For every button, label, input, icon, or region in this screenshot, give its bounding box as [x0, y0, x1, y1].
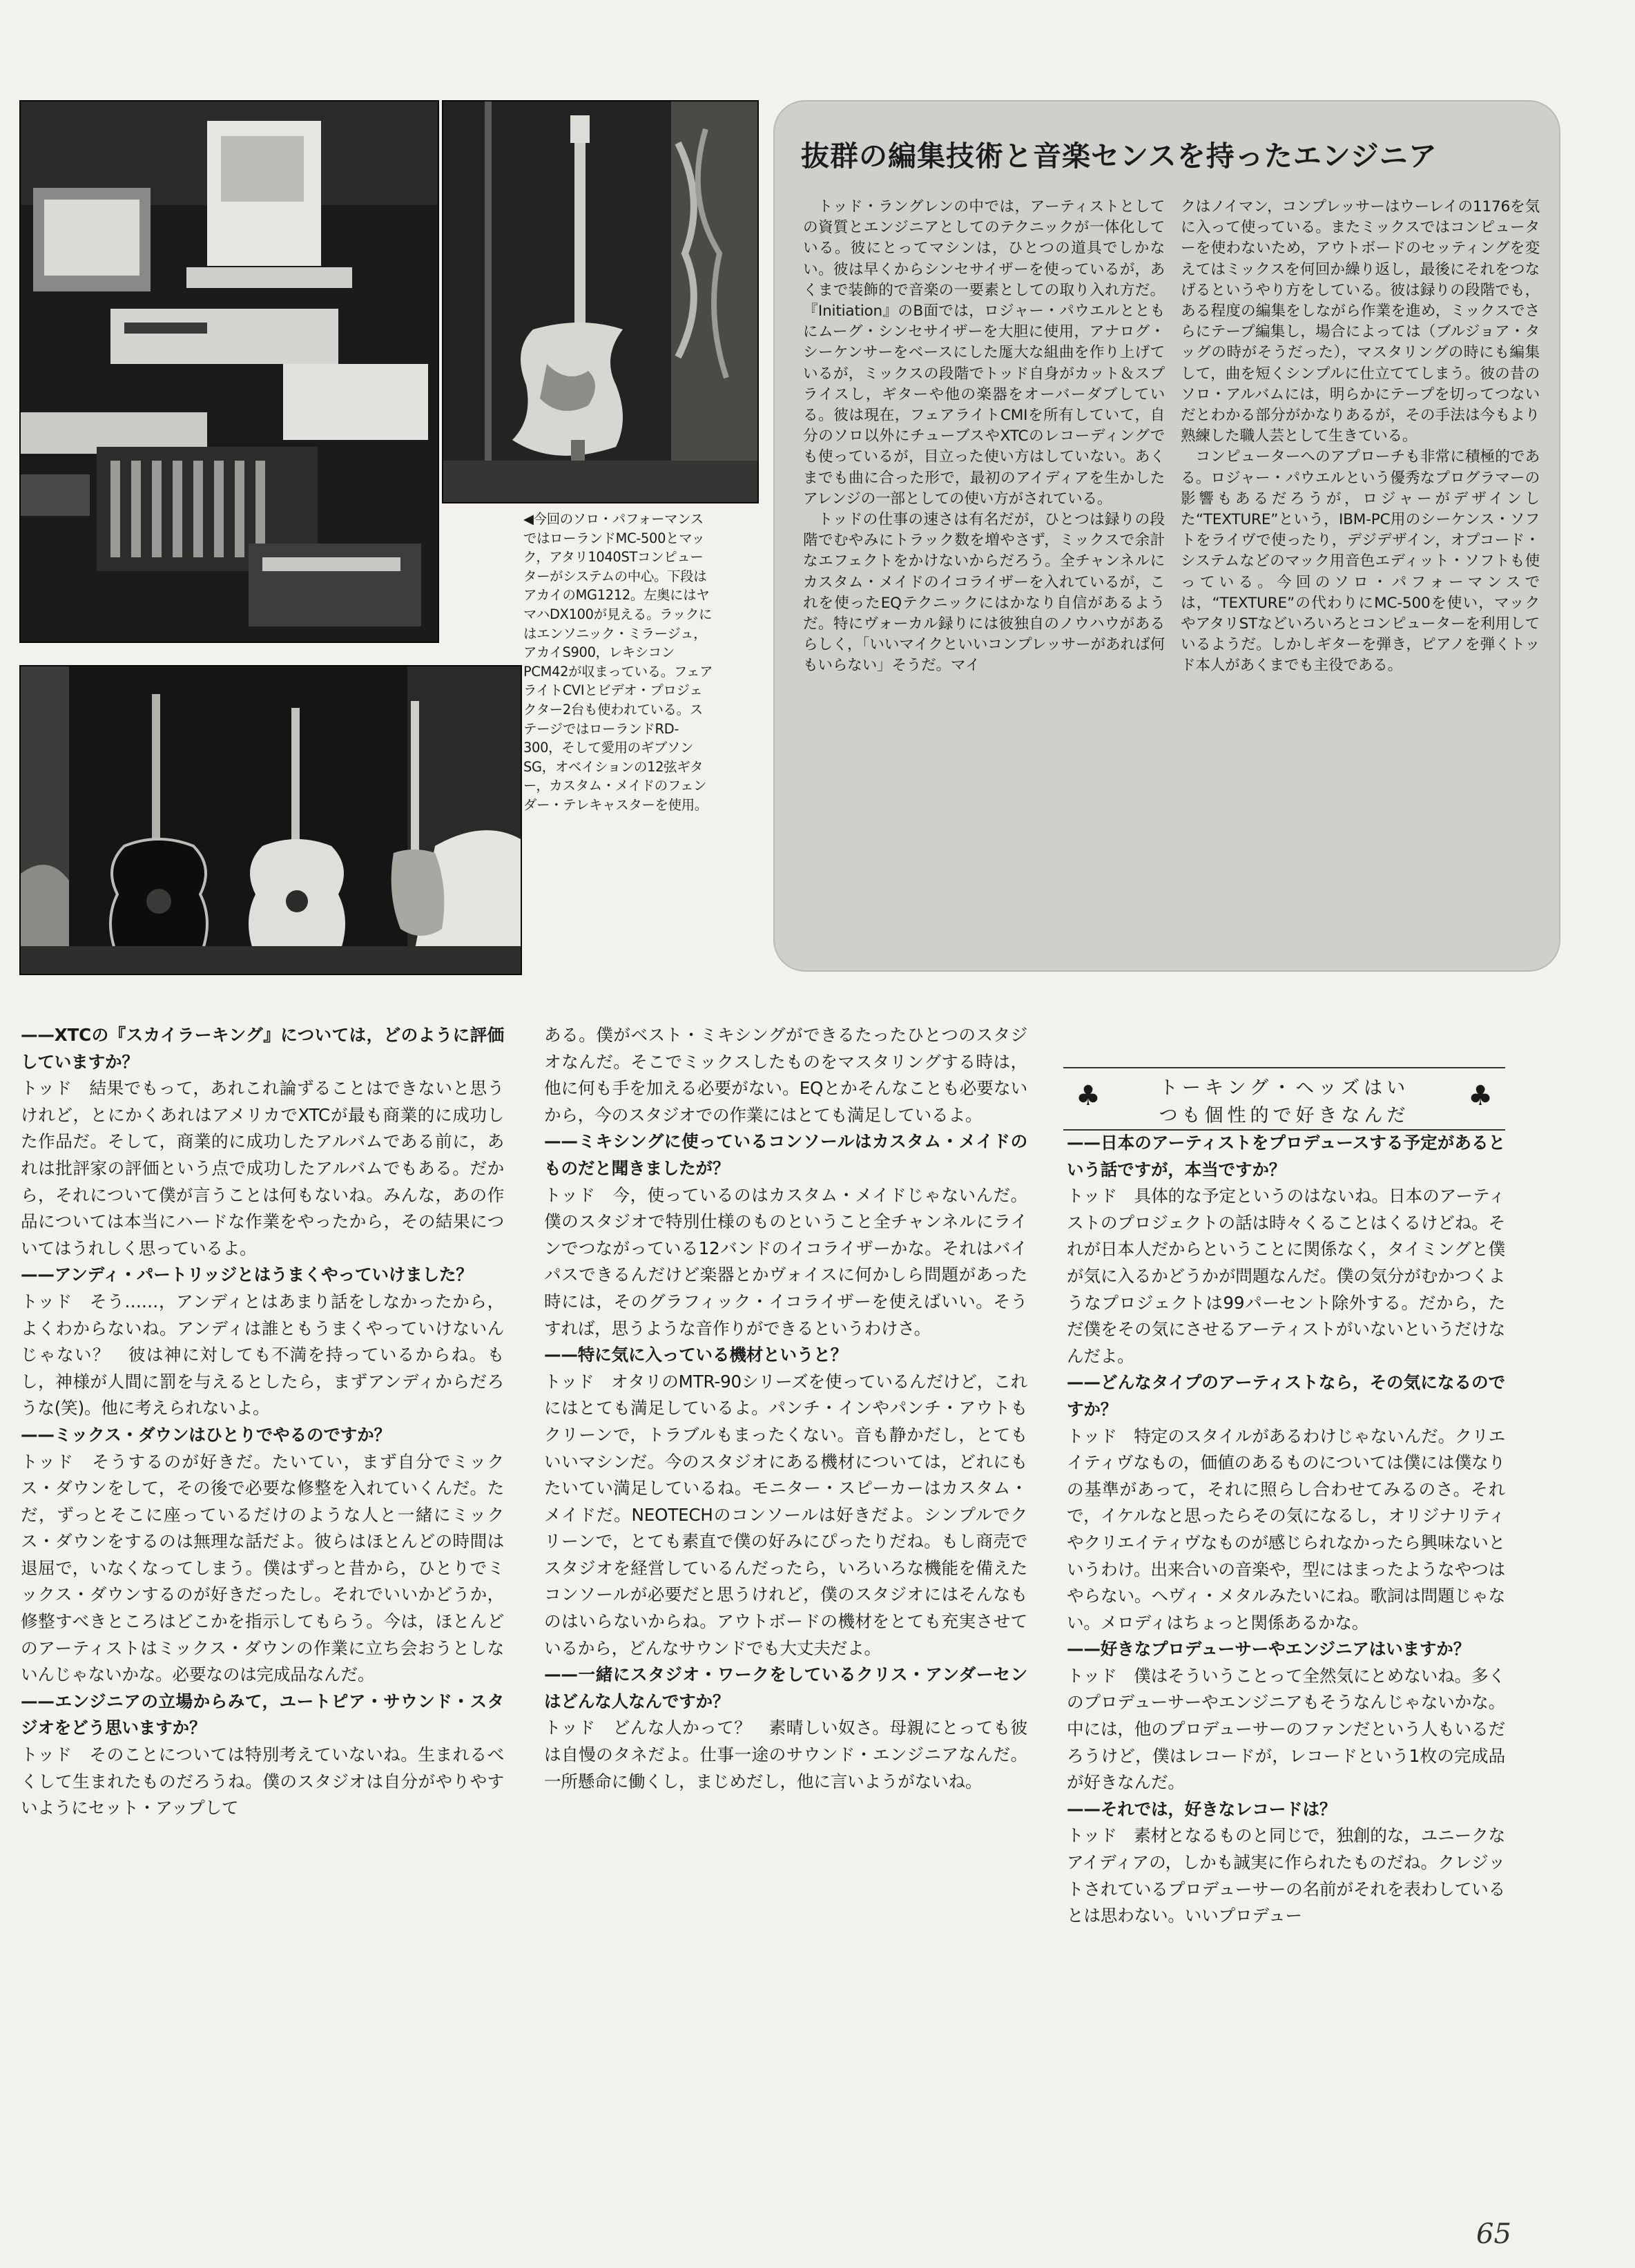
interview-question: ——それでは，好きなレコードは？	[1067, 1798, 1337, 1819]
interview-question: ——どんなタイプのアーティストなら，その気になるのですか？	[1067, 1372, 1505, 1419]
interview-answer: トッド 結果でもって，あれこれ論ずることはできないと思うけれど，とにかくあれはアメリカでXTCが最も商業的に成功した作品だ。そして，商業的に成功したアルバムである前に，あれは批評家の評価という点で成功したアルバムでもある。だから，それについて僕が言うことは何もないね。みんな，あの作品については本当にハードな作業をやったから，その結果についてはうれしく思っているよ。	[21, 1078, 504, 1258]
section-heading	[1063, 1067, 1505, 1131]
section-heading-line-1: トーキング・ヘッズはい	[1159, 1077, 1410, 1099]
photo-acoustic-guitars	[19, 665, 522, 975]
interview-answer: トッド 特定のスタイルがあるわけじゃないんだ。クリエイティヴなもの，価値のあるものについては僕には僕なりの基準があって，それに照らし合わせてみるのさ。それで，イケルなと思ったらその気になるし，オリジナリティやクリエイティヴなものが感じられなかったら興味ないというわけ。出来合いの音楽や，型にはまったようなやつはやらない。ヘヴィ・メタルみたいにね。歌詞は問題じゃない。メロディはちょっと関係あるかな。	[1067, 1425, 1505, 1633]
photo-studio-equipment	[19, 100, 439, 643]
interview-answer: ある。僕がベスト・ミキシングができるたったひとつのスタジオなんだ。そこでミックスしたものをマスタリングする時は，他に何も手を加える必要がない。EQとかそんなことも必要ないから，今のスタジオでの作業にはとても満足しているよ。	[544, 1025, 1027, 1125]
interview-question: ——特に気に入っている機材というと？	[544, 1345, 848, 1365]
interview-column-1	[21, 1022, 504, 1822]
sidebar-title: 抜群の編集技術と音楽センスを持ったエンジニア	[801, 140, 1438, 173]
photo-guitar-sg	[442, 100, 759, 503]
interview-question: ——ミックス・ダウンはひとりでやるのですか？	[21, 1424, 391, 1445]
interview-question: ——アンディ・パートリッジとはうまくやっていけました？	[21, 1265, 473, 1285]
caption-text: ◀今回のソロ・パフォーマンスではローランドMC-500とマック，アタリ1040STコンピューターがシステムの中心。下段はアカイのMG1212。左奥にはヤマハDX100が見える。ラックにはエンソニック・ミラージュ，アカイS900，レキシコンPCM42が収まっている。フェアライトCVIとビデオ・プロジェクター2台も使われている。ステージではローランドRD-300，そして愛用のギブソンSG，オベイションの12弦ギター，カスタム・メイドのフェンダー・テレキャスターを使用。	[523, 511, 713, 813]
interview-question: ——ミキシングに使っているコンソールはカスタム・メイドのものだと聞きましたが？	[544, 1131, 1027, 1178]
photo-caption	[523, 510, 713, 815]
interview-question: ——エンジニアの立場からみて，ユートピア・サウンド・スタジオをどう思いますか？	[21, 1691, 504, 1738]
interview-question: ——好きなプロデューサーやエンジニアはいますか？	[1067, 1639, 1471, 1660]
page-number: 65	[1476, 2218, 1511, 2250]
interview-answer: トッド そう……，アンディとはあまり話をしなかったから，よくわからないね。アンディは誰ともうまくやっていけないんじゃない？ 彼は神に対しても不満を持っているからね。もし，神様が人間に罰を与えるとしたら，まずアンディからだろうな(笑)。他に考えられないよ。	[21, 1291, 504, 1419]
club-suit-icon: ♣	[1468, 1080, 1493, 1112]
interview-answer: トッド 今，使っているのはカスタム・メイドじゃないんだ。僕のスタジオで特別仕様のものということ全チャンネルにラインでつながっている12バンドのイコライザーかな。それはバイパスできるんだけど楽器とかヴォイスに何かしら問題があった時には，そのグラフィック・イコライザーを使えばいい。そうすれば，思うような音作りができるというわけさ。	[544, 1184, 1027, 1338]
interview-question: ——日本のアーティストをプロデュースする予定があるという話ですが，本当ですか？	[1067, 1133, 1505, 1180]
club-suit-icon: ♣	[1076, 1080, 1101, 1112]
interview-answer: トッド そのことについては特別考えていないね。生まれるべくして生まれたものだろうね。僕のスタジオは自分がやりやすいようにセット・アップして	[21, 1745, 504, 1818]
interview-column-3	[1067, 1130, 1505, 1930]
sidebar-column-2	[1181, 197, 1540, 677]
interview-answer: トッド 素材となるものと同じで，独創的な，ユニークなアイディアの，しかも誠実に作られたものだね。クレジットされているプロデューサーの名前がそれを表わしているとは思わない。いいプロデュー	[1067, 1825, 1505, 1926]
sidebar-paragraph: クはノイマン，コンプレッサーはウーレイの1176を気に入って使っている。またミックスではコンピューターを使わないため，アウトボードのセッティングを変えてはミックスを何回か繰り返し，最後にそれをつなげるというやり方をしている。彼は録りの段階でも，ある程度の編集をしながら作業を進め，ミックスでさらにテープ編集し，場合によっては（ブルジョア・タッグの時がそうだった），マスタリングの時にも編集して，曲を短くシンプルに仕立ててしまう。彼の昔のソロ・アルバムには，明らかにテープを切ってつないだとわかる部分がかなりあるが，その手法は今もより熟練した職人芸として生きている。	[1181, 198, 1540, 445]
interview-answer: トッド オタリのMTR-90シリーズを使っているんだけど，これにはとても満足しているよ。パンチ・インやパンチ・アウトもクリーンで，トラブルもまったくない。音も静かだし，とてもいいマシンだ。今のスタジオにある機材については，どれにもたいてい満足しているね。モニター・スピーカーはカスタム・メイドだ。NEOTECHのコンソールは好きだよ。シンプルでクリーンで，とても素直で僕の好みにぴったりだね。もし商売でスタジオを経営しているんだったら，いろいろな機能を備えたコンソールが必要だと思うけれど，僕のスタジオにはそんなものはいらないからね。アウトボードの機材をとても充実させているから，どんなサウンドでも大丈夫だよ。	[544, 1371, 1027, 1658]
section-heading-line-2: つも個性的で好きなんだ	[1159, 1105, 1410, 1126]
interview-answer: トッド 具体的な予定というのはないね。日本のアーティストのプロジェクトの話は時々くることはくるけどね。それが日本人だからということに関係なく，タイミングと僕が気に入るかどうかが問題なんだ。僕の気分がむかつくようなプロジェクトは99パーセント除外する。だから，ただ僕をその気にさせるアーティストがいないというだけなんだよ。	[1067, 1186, 1505, 1366]
interview-answer: トッド どんな人かって？ 素晴しい奴さ。母親にとっても彼は自慢のタネだよ。仕事一途のサウンド・エンジニアなんだ。一所懸命に働くし，まじめだし，他に言いようがないね。	[544, 1718, 1027, 1791]
sidebar-paragraph: コンピューターへのアプローチも非常に積極的である。ロジャー・パウエルという優秀なプログラマーの影響もあるだろうが，ロジャーがデザインした“TEXTURE”という，IBM-PC用のシーケンス・ソフトをライヴで使ったり，デジデザイン，オプコード・システムなどのマック用音色エディット・ソフトも使っている。今回のソロ・パフォーマンスでは，“TEXTURE”の代わりにMC-500を使い，マックやアタリSTなどいろいろとコンピューターを利用しているようだ。しかしギターを弾き，ピアノを弾くトッド本人があくまでも主役である。	[1181, 448, 1540, 675]
interview-question: ——XTCの『スカイラーキング』については，どのように評価していますか？	[21, 1025, 504, 1072]
interview-column-2	[544, 1022, 1027, 1795]
sidebar-paragraph: トッド・ラングレンの中では，アーティストとしての資質とエンジニアとしてのテクニックが一体化している。彼にとってマシンは，ひとつの道具でしかない。彼は早くからシンセサイザーを使っているが，あくまで装飾的で音楽の一要素としての取り入れ方だ。『Initiation』のB面では，ロジャー・パウエルとともにムーグ・シンセサイザーを大胆に使用，アナログ・シーケンサーをベースにした厖大な組曲を作り上げているが，ミックスの段階でトッド自身がカット＆スプライスし，ギターや他の楽器をオーバーダブしている。彼は現在，フェアライトCMIを所有していて，自分のソロ以外にチューブスやXTCのレコーディングでも使っているが，目立った使い方はしていない。あくまでも曲に合った形で，最初のアイディアを生かしたアレンジの一部としての使い方がされている。	[803, 198, 1165, 508]
interview-answer: トッド 僕はそういうことって全然気にとめないね。多くのプロデューサーやエンジニアもそうなんじゃないかな。中には，他のプロデューサーのファンだという人もいるだろうけど，僕はレコードが，レコードという1枚の完成品が好きなんだ。	[1067, 1665, 1505, 1793]
sidebar-column-1	[803, 197, 1165, 677]
interview-question: ——一緒にスタジオ・ワークをしているクリス・アンダーセンはどんな人なんですか？	[544, 1664, 1027, 1711]
interview-answer: トッド そうするのが好きだ。たいてい，まず自分でミックス・ダウンをして，その後で必要な修整を入れていくんだ。ただ，ずっとそこに座っているだけのような人と一緒にミックス・ダウンをするのは無理な話だよ。彼らはほとんどの時間は退屈で，いなくなってしまう。僕はずっと昔から，ひとりでミックス・ダウンするのが好きだったし。それでいいかどうか，修整すべきところはどこかを指示してもらう。今は，ほとんどのアーティストはミックス・ダウンの作業に立ち会おうとしないんじゃないかな。必要なのは完成品なんだ。	[21, 1451, 504, 1685]
sidebar-paragraph: トッドの仕事の速さは有名だが，ひとつは録りの段階でむやみにトラック数を増やさず，ミックスで余計なエフェクトをかけないからだろう。全チャンネルにカスタム・メイドのイコライザーを入れているが，これを使ったEQテクニックにはかなり自信があるようだ。特にヴォーカル録りには彼独自のノウハウがあるらしく，「いいマイクといいコンプレッサーがあれば何もいらない」そうだ。マイ	[803, 511, 1165, 675]
